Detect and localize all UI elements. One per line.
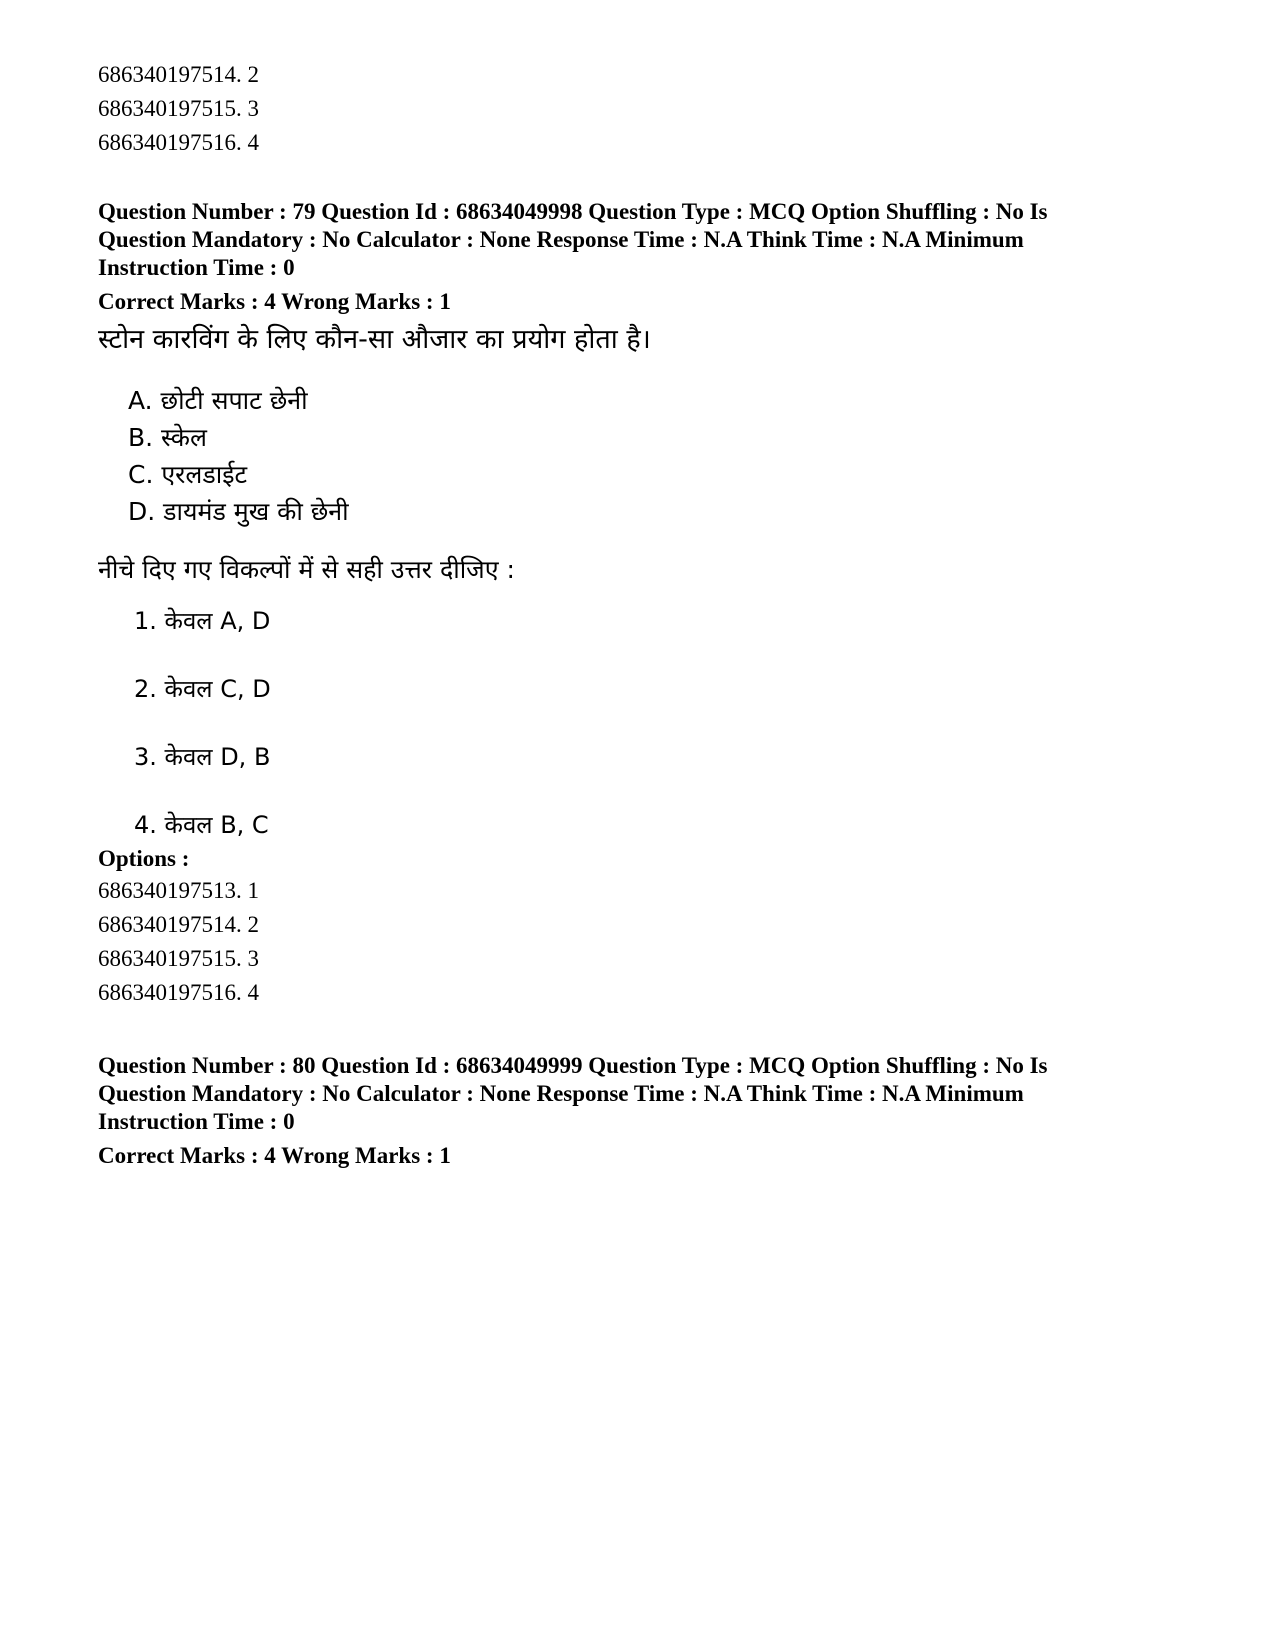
question-marks: Correct Marks : 4 Wrong Marks : 1 bbox=[98, 289, 451, 314]
answer-instruction: नीचे दिए गए विकल्पों में से सही उत्तर दीजिए : bbox=[98, 555, 515, 584]
answer-list bbox=[134, 606, 1198, 840]
answer-item-1: 1. केवल A, D bbox=[134, 607, 271, 635]
question-header: Question Number : 79 Question Id : 68634049998 Question Type : MCQ Option Shuffling : No Is Question Mandatory : No Calculator : None Response Time : N.A Think Time : N.A Minimum Instruction Time : 0 bbox=[98, 199, 1048, 280]
option-line: 686340197516. 4 bbox=[98, 130, 259, 155]
choice-d: D. डायमंड मुख की छेनी bbox=[128, 497, 349, 526]
question-80 bbox=[98, 1052, 1198, 1170]
option-line: 686340197513. 1 bbox=[98, 878, 259, 903]
option-line: 686340197515. 3 bbox=[98, 946, 259, 971]
option-line: 686340197514. 2 bbox=[98, 912, 259, 937]
document-page bbox=[98, 58, 1198, 1170]
choice-a: A. छोटी सपाट छेनी bbox=[128, 386, 308, 415]
question-options bbox=[98, 874, 1198, 1010]
choice-c: C. एरलडाईट bbox=[128, 460, 248, 489]
answer-item-3: 3. केवल D, B bbox=[134, 743, 271, 771]
answer-item-2: 2. केवल C, D bbox=[134, 675, 271, 703]
answer-item-4: 4. केवल B, C bbox=[134, 811, 269, 839]
options-label: Options : bbox=[98, 846, 190, 871]
option-line: 686340197514. 2 bbox=[98, 62, 259, 87]
question-marks: Correct Marks : 4 Wrong Marks : 1 bbox=[98, 1143, 451, 1168]
previous-question-options bbox=[98, 58, 1198, 160]
option-line: 686340197516. 4 bbox=[98, 980, 259, 1005]
choice-b: B. स्केल bbox=[128, 423, 207, 452]
option-line: 686340197515. 3 bbox=[98, 96, 259, 121]
question-stem: स्टोन कारविंग के लिए कौन-सा औजार का प्रयोग होता है। bbox=[98, 324, 651, 355]
question-79 bbox=[98, 198, 1198, 1010]
question-header: Question Number : 80 Question Id : 68634049999 Question Type : MCQ Option Shuffling : No Is Question Mandatory : No Calculator : None Response Time : N.A Think Time : N.A Minimum Instruction Time : 0 bbox=[98, 1053, 1048, 1134]
question-choices bbox=[128, 382, 1198, 530]
